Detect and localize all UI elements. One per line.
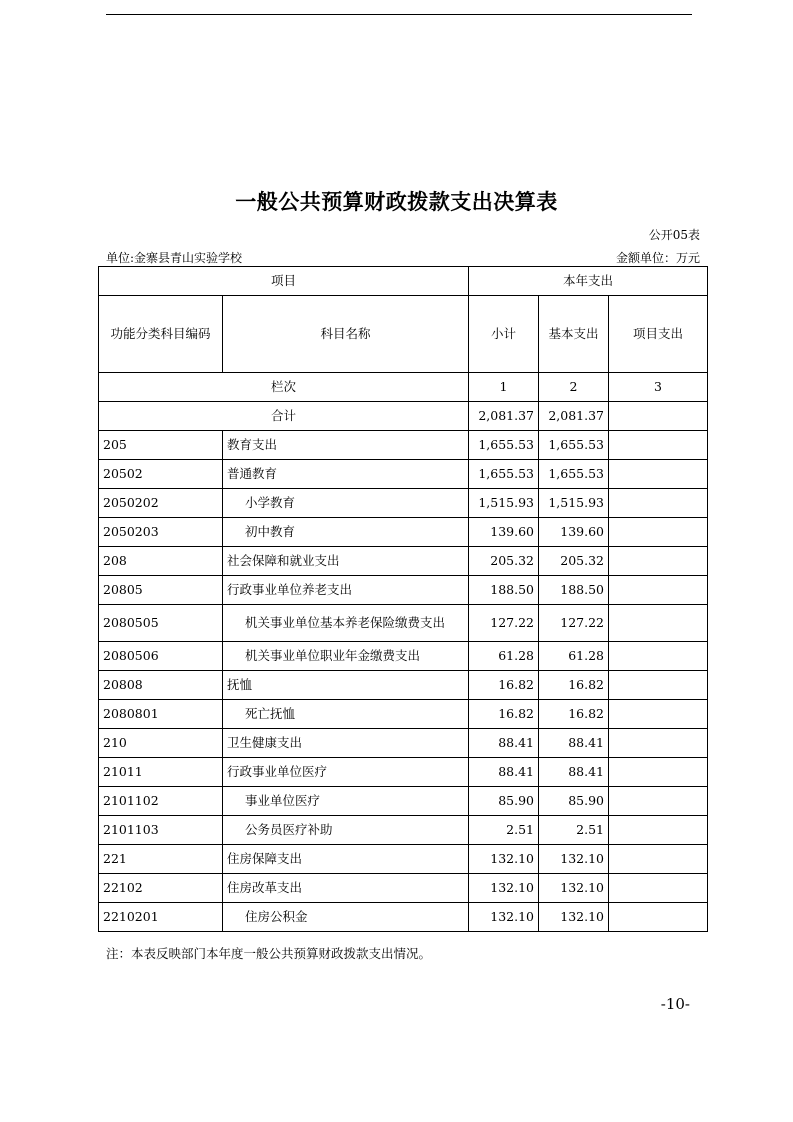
row-subtotal: 1,655.53	[469, 431, 539, 460]
total-row	[99, 402, 708, 431]
row-project	[609, 845, 708, 874]
row-subtotal: 132.10	[469, 903, 539, 932]
row-project	[609, 874, 708, 903]
table-row	[99, 758, 708, 787]
row-project	[609, 460, 708, 489]
row-subtotal: 132.10	[469, 874, 539, 903]
column-index-label: 栏次	[99, 373, 469, 402]
row-basic: 16.82	[539, 671, 609, 700]
row-project	[609, 700, 708, 729]
row-project	[609, 758, 708, 787]
table-row	[99, 903, 708, 932]
row-basic: 88.41	[539, 729, 609, 758]
amount-unit: 金额单位：万元	[615, 251, 700, 265]
row-project	[609, 576, 708, 605]
row-basic: 188.50	[539, 576, 609, 605]
page-title: 一般公共预算财政拨款支出决算表	[235, 189, 558, 214]
row-code: 2210201	[99, 903, 223, 932]
row-name: 事业单位医疗	[223, 787, 469, 816]
row-subtotal: 88.41	[469, 758, 539, 787]
table-row	[99, 642, 708, 671]
row-name: 卫生健康支出	[223, 729, 469, 758]
row-subtotal: 188.50	[469, 576, 539, 605]
table-row	[99, 845, 708, 874]
column-index-3: 3	[609, 373, 708, 402]
form-number: 公开05表	[648, 228, 700, 242]
row-name: 行政事业单位养老支出	[223, 576, 469, 605]
row-basic: 127.22	[539, 605, 609, 642]
row-project	[609, 431, 708, 460]
row-name: 抚恤	[223, 671, 469, 700]
row-name: 小学教育	[223, 489, 469, 518]
row-code: 20805	[99, 576, 223, 605]
row-name: 住房保障支出	[223, 845, 469, 874]
table-row	[99, 671, 708, 700]
row-subtotal: 2.51	[469, 816, 539, 845]
table-row	[99, 460, 708, 489]
page-number: -10-	[660, 995, 690, 1013]
row-basic: 132.10	[539, 903, 609, 932]
row-basic: 132.10	[539, 845, 609, 874]
row-name: 初中教育	[223, 518, 469, 547]
table-row	[99, 605, 708, 642]
table-row	[99, 489, 708, 518]
header-code: 功能分类科目编码	[99, 296, 223, 373]
total-basic: 2,081.37	[539, 402, 609, 431]
row-subtotal: 127.22	[469, 605, 539, 642]
column-index-row	[99, 373, 708, 402]
row-project	[609, 605, 708, 642]
row-name: 普通教育	[223, 460, 469, 489]
header-row-2	[99, 296, 708, 373]
row-project	[609, 903, 708, 932]
row-name: 死亡抚恤	[223, 700, 469, 729]
row-subtotal: 139.60	[469, 518, 539, 547]
row-code: 2050203	[99, 518, 223, 547]
table-row	[99, 787, 708, 816]
row-project	[609, 547, 708, 576]
row-project	[609, 642, 708, 671]
total-label: 合计	[99, 402, 469, 431]
row-code: 2101102	[99, 787, 223, 816]
row-subtotal: 16.82	[469, 700, 539, 729]
row-subtotal: 1,655.53	[469, 460, 539, 489]
row-code: 21011	[99, 758, 223, 787]
header-annual: 本年支出	[469, 267, 708, 296]
row-basic: 16.82	[539, 700, 609, 729]
table-row	[99, 729, 708, 758]
row-project	[609, 729, 708, 758]
row-subtotal: 205.32	[469, 547, 539, 576]
header-rule	[106, 14, 692, 15]
table-row	[99, 874, 708, 903]
table-row	[99, 547, 708, 576]
row-code: 2080505	[99, 605, 223, 642]
row-name: 公务员医疗补助	[223, 816, 469, 845]
row-code: 20502	[99, 460, 223, 489]
row-name: 教育支出	[223, 431, 469, 460]
row-name: 社会保障和就业支出	[223, 547, 469, 576]
row-code: 208	[99, 547, 223, 576]
row-project	[609, 489, 708, 518]
row-basic: 88.41	[539, 758, 609, 787]
row-code: 22102	[99, 874, 223, 903]
row-basic: 2.51	[539, 816, 609, 845]
table-row	[99, 518, 708, 547]
header-row-1	[99, 267, 708, 296]
row-project	[609, 787, 708, 816]
row-basic: 139.60	[539, 518, 609, 547]
row-name: 机关事业单位职业年金缴费支出	[223, 642, 469, 671]
row-code: 2050202	[99, 489, 223, 518]
row-project	[609, 816, 708, 845]
row-subtotal: 61.28	[469, 642, 539, 671]
row-name: 住房改革支出	[223, 874, 469, 903]
table-row	[99, 700, 708, 729]
row-basic: 61.28	[539, 642, 609, 671]
header-name: 科目名称	[223, 296, 469, 373]
row-subtotal: 88.41	[469, 729, 539, 758]
header-item: 项目	[99, 267, 469, 296]
header-project: 项目支出	[609, 296, 708, 373]
row-name: 住房公积金	[223, 903, 469, 932]
row-basic: 132.10	[539, 874, 609, 903]
header-basic: 基本支出	[539, 296, 609, 373]
row-name: 行政事业单位医疗	[223, 758, 469, 787]
column-index-2: 2	[539, 373, 609, 402]
row-name: 机关事业单位基本养老保险缴费支出	[223, 605, 469, 642]
row-code: 2080506	[99, 642, 223, 671]
row-basic: 205.32	[539, 547, 609, 576]
header-subtotal: 小计	[469, 296, 539, 373]
row-basic: 1,515.93	[539, 489, 609, 518]
row-subtotal: 85.90	[469, 787, 539, 816]
row-code: 2101103	[99, 816, 223, 845]
row-code: 20808	[99, 671, 223, 700]
row-code: 205	[99, 431, 223, 460]
total-project	[609, 402, 708, 431]
column-index-1: 1	[469, 373, 539, 402]
row-code: 221	[99, 845, 223, 874]
row-project	[609, 518, 708, 547]
row-basic: 1,655.53	[539, 431, 609, 460]
row-basic: 85.90	[539, 787, 609, 816]
row-project	[609, 671, 708, 700]
row-code: 210	[99, 729, 223, 758]
reporting-unit: 单位:金寨县青山实验学校	[106, 251, 243, 265]
row-subtotal: 132.10	[469, 845, 539, 874]
total-subtotal: 2,081.37	[469, 402, 539, 431]
table-row	[99, 431, 708, 460]
table-row	[99, 816, 708, 845]
row-basic: 1,655.53	[539, 460, 609, 489]
row-code: 2080801	[99, 700, 223, 729]
footnote: 注：本表反映部门本年度一般公共预算财政拨款支出情况。	[106, 946, 432, 961]
row-subtotal: 1,515.93	[469, 489, 539, 518]
expenditure-table	[98, 266, 708, 932]
row-subtotal: 16.82	[469, 671, 539, 700]
table-row	[99, 576, 708, 605]
